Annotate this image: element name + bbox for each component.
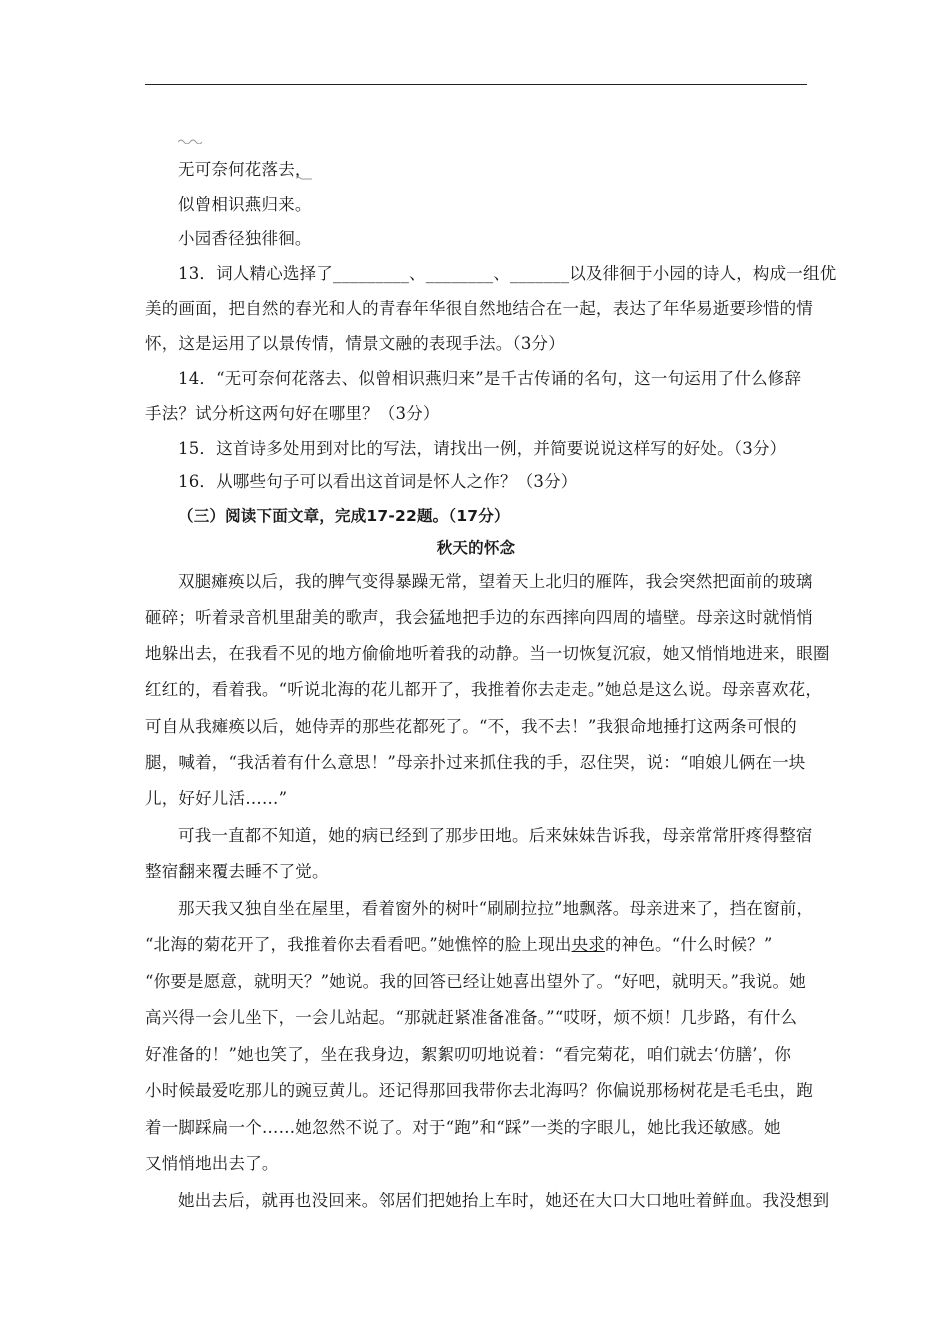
question-14-line-1: 14．“无可奈何花落去、似曾相识燕归来”是千古传诵的名句，这一句运用了什么修辞 bbox=[178, 369, 802, 388]
article-p2-line-2: 整宿翻来覆去睡不了觉。 bbox=[145, 862, 329, 881]
header-rule bbox=[145, 84, 807, 85]
article-p3-line-2-post: 的神色。“什么时候？” bbox=[604, 935, 773, 954]
article-p3-line-5: 好准备的！”她也笑了，坐在我身边，絮絮叨叨地说着：“看完菊花，咱们就去‘仿膳’，你 bbox=[145, 1045, 792, 1064]
question-14-line-2: 手法？试分析这两句好在哪里？（3分） bbox=[145, 404, 440, 423]
article-p3-line-6: 小时候最爱吃那儿的豌豆黄儿。还记得那回我带你去北海吗？你偏说那杨树花是毛毛虫，跑 bbox=[145, 1081, 813, 1100]
poem-line-2: 似曾相识燕归来。 bbox=[178, 195, 312, 214]
article-p3-line-8: 又悄悄地出去了。 bbox=[145, 1154, 279, 1173]
question-16: 16．从哪些句子可以看出这首词是怀人之作？（3分） bbox=[178, 472, 578, 491]
section-3-heading: （三）阅读下面文章，完成17-22题。（17分） bbox=[178, 507, 510, 525]
question-13-line-3: 怀，这是运用了以景传情，情景文融的表现手法。（3分） bbox=[145, 334, 565, 353]
article-p3-line-2 bbox=[145, 935, 773, 955]
article-p3-line-3: “你要是愿意，就明天？”她说。我的回答已经让她喜出望外了。“好吧，就明天。”我说。她 bbox=[145, 972, 806, 991]
question-15: 15．这首诗多处用到对比的写法，请找出一例，并简要说说这样写的好处。（3分） bbox=[178, 439, 787, 458]
article-title: 秋天的怀念 bbox=[436, 539, 516, 557]
article-p1-line-5: 可自从我瘫痪以后，她侍弄的那些花都死了。“不，我不去！”我狠命地捶打这两条可恨的 bbox=[145, 717, 797, 736]
article-p3-line-4: 高兴得一会儿坐下，一会儿站起。“那就赶紧准备准备。”“哎呀，烦不烦！几步路，有什么 bbox=[145, 1008, 798, 1027]
article-p1-line-6: 腿，喊着，“我活着有什么意思！”母亲扑过来抓住我的手，忍住哭，说：“咱娘儿俩在一块 bbox=[145, 753, 806, 772]
article-p1-line-2: 砸碎；听着录音机里甜美的歌声，我会猛地把手边的东西摔向四周的墙壁。母亲这时就悄悄 bbox=[145, 608, 813, 627]
article-p3-line-1: 那天我又独自坐在屋里，看着窗外的树叶“刷刷拉拉”地飘落。母亲进来了，挡在窗前， bbox=[178, 899, 814, 918]
article-p1-line-1: 双腿瘫痪以后，我的脾气变得暴躁无常，望着天上北归的雁阵，我会突然把面前的玻璃 bbox=[178, 572, 813, 591]
question-13-line-1: 13．词人精心选择了_________、________、_______以及徘徊于小园的诗人，构成一组优 bbox=[178, 264, 837, 283]
article-p2-line-1: 可我一直都不知道，她的病已经到了那步田地。后来妹妹告诉我，母亲常常肝疼得整宿 bbox=[178, 826, 813, 845]
squiggle-mark-icon bbox=[178, 138, 202, 144]
article-p1-line-4: 红红的，看着我。“听说北海的花儿都开了，我推着你去走走。”她总是这么说。母亲喜欢花， bbox=[145, 680, 823, 699]
poem-line-1: 无可奈何花落去， bbox=[178, 160, 312, 179]
article-p3-line-2-pre: “北海的菊花开了，我推着你去看看吧。”她憔悴的脸上现出 bbox=[145, 935, 572, 954]
poem-line-3: 小园香径独徘徊。 bbox=[178, 229, 312, 248]
underlined-word: 央求 bbox=[571, 935, 605, 954]
question-13-line-2: 美的画面，把自然的春光和人的青春年华很自然地结合在一起，表达了年华易逝要珍惜的情 bbox=[145, 299, 813, 318]
article-p1-line-7: 儿，好好儿活……” bbox=[145, 789, 288, 808]
article-p4-line-1: 她出去后，就再也没回来。邻居们把她抬上车时，她还在大口大口地吐着鲜血。我没想到 bbox=[178, 1191, 830, 1210]
article-p1-line-3: 地躲出去，在我看不见的地方偷偷地听着我的动静。当一切恢复沉寂，她又悄悄地进来，眼圈 bbox=[145, 644, 830, 663]
article-p3-line-7: 着一脚踩扁一个……她忽然不说了。对于“跑”和“踩”一类的字眼儿，她比我还敏感。她 bbox=[145, 1118, 781, 1137]
